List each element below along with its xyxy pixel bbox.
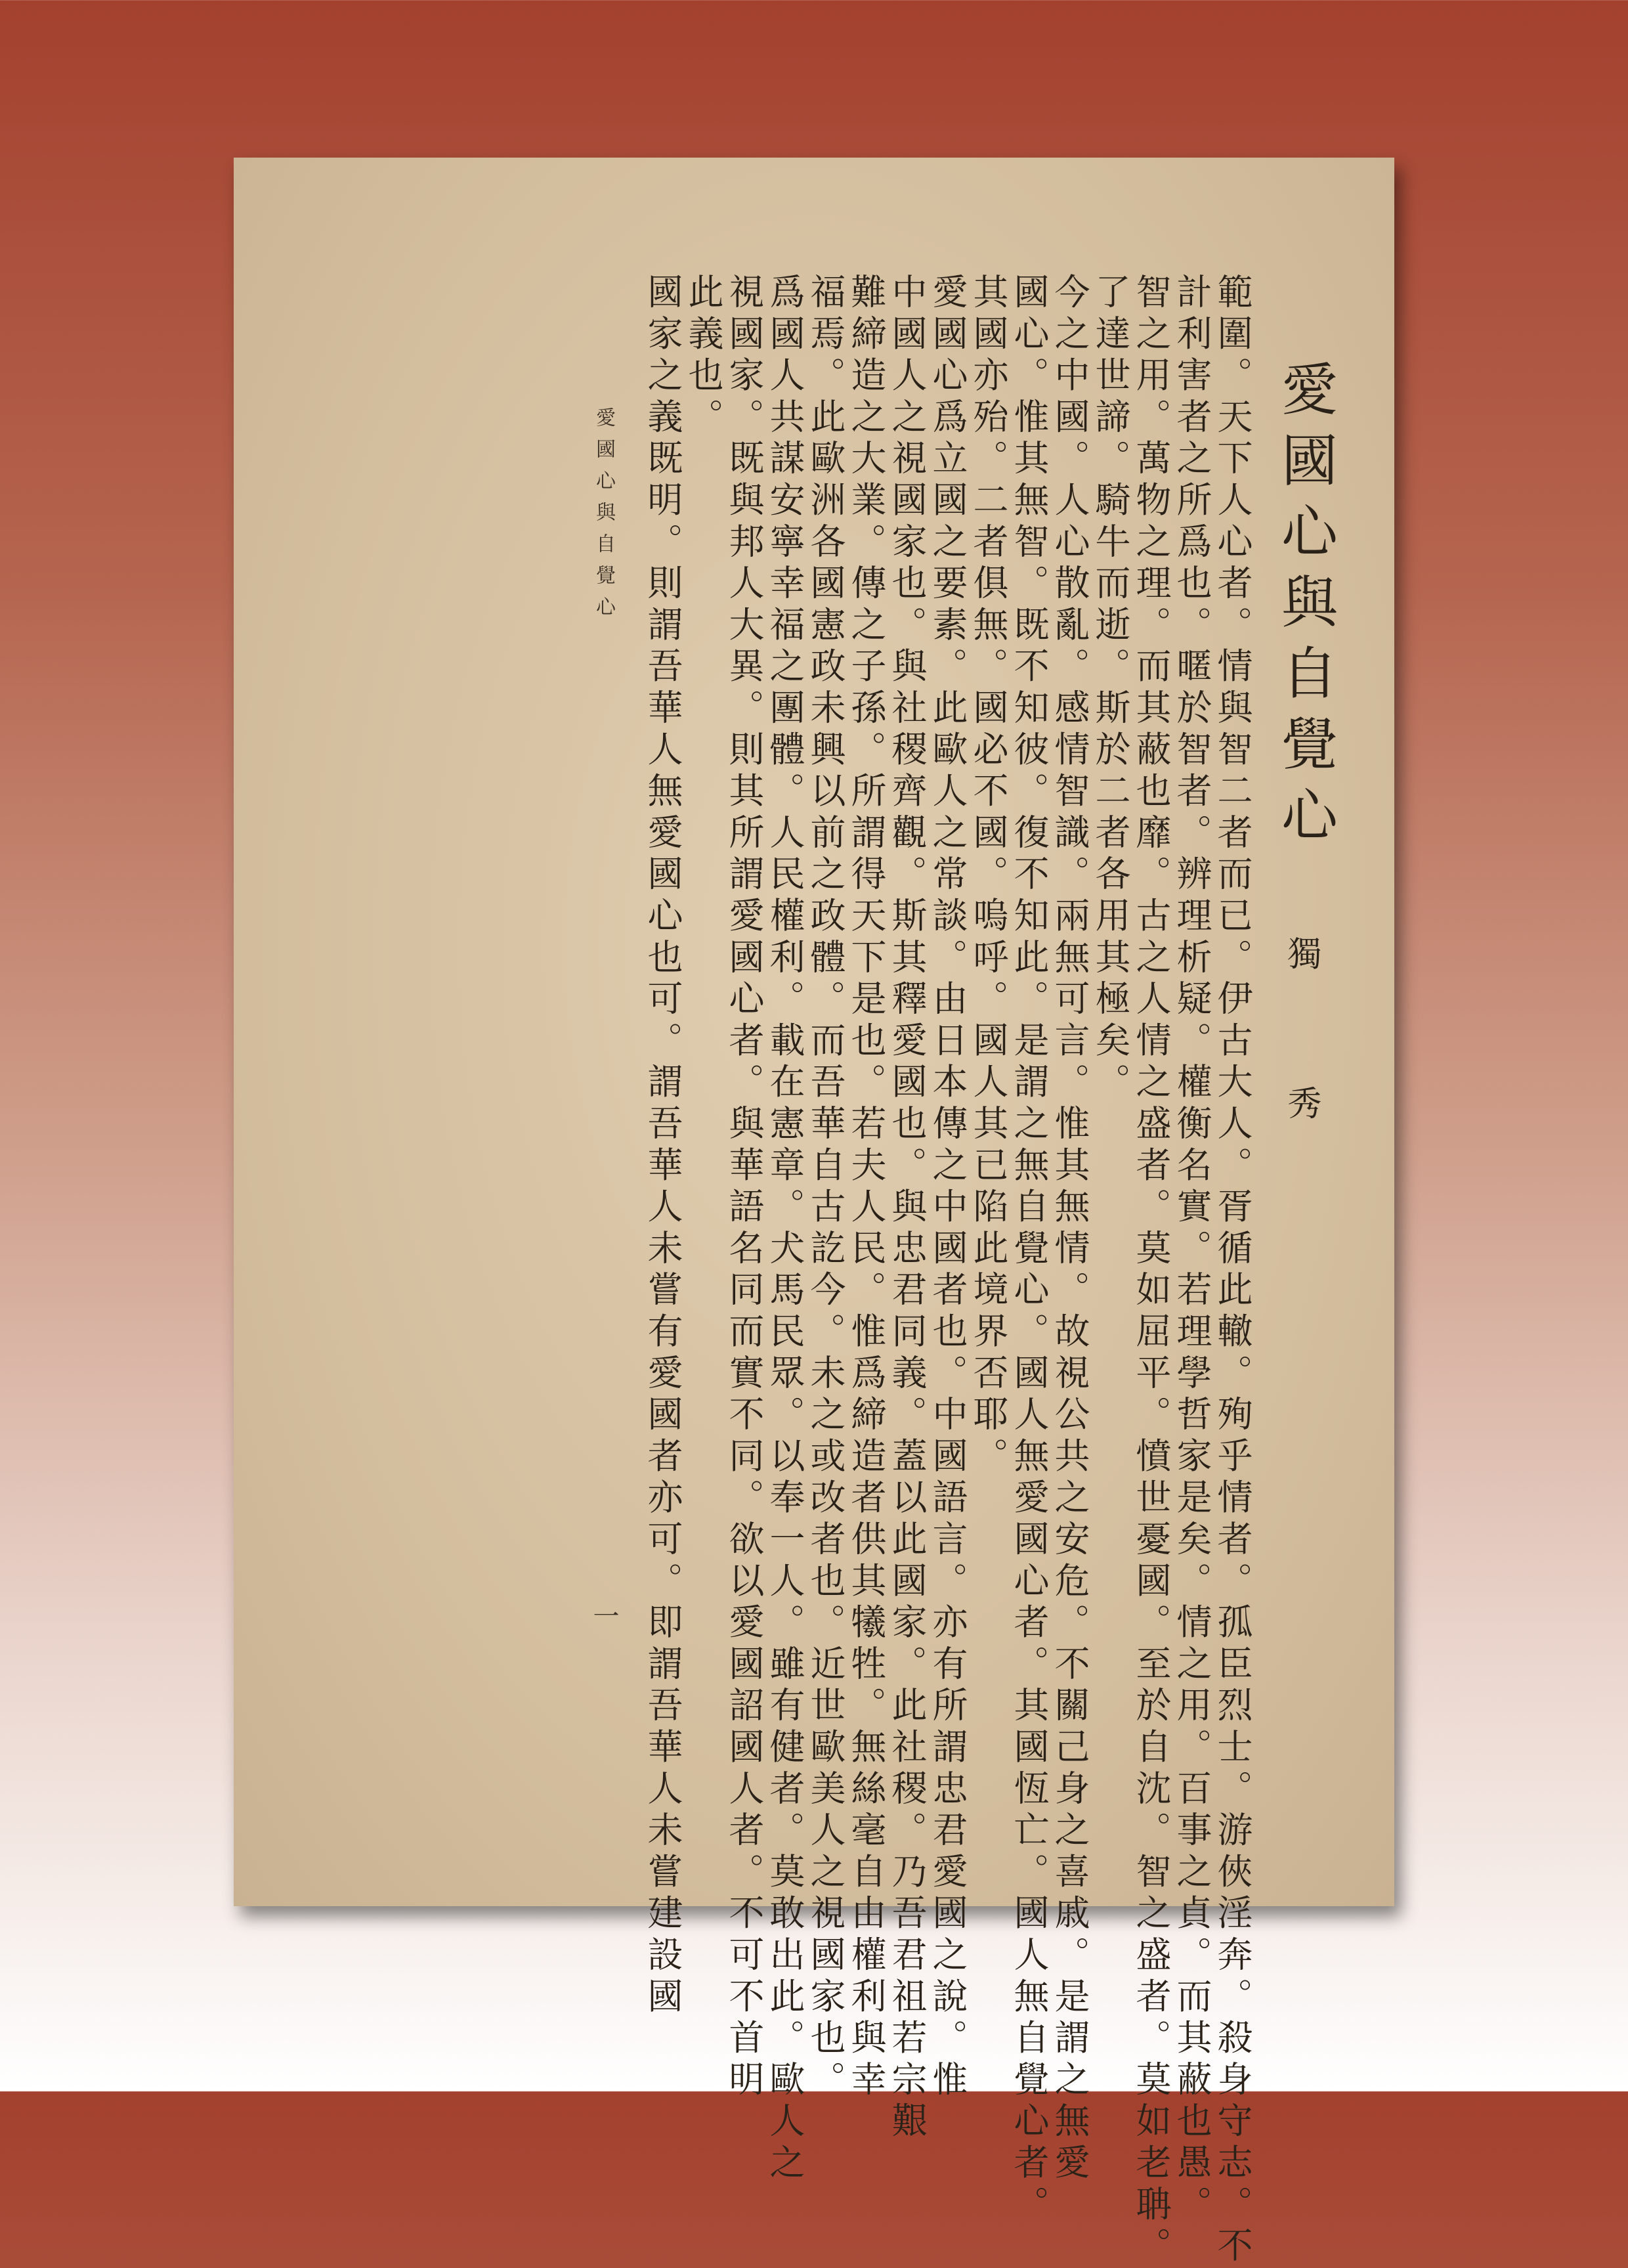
- document-page: [234, 158, 1394, 2268]
- text-column: 國心。惟其無智。既不知彼。復不知此。是謂之無自覺心。國人無愛國心者。其國恆亡。國人無自覺心者。: [1008, 273, 1050, 2227]
- text-column: 爲國人共謀安寧幸福之團體。人民權利。載在憲章。犬馬民眾。以奉一人。雖有健者。莫敢出此。歐人之: [764, 273, 805, 2185]
- text-column: 福焉。此歐洲各國憲政未興以前之政體。而吾華自古訖今。未之或改者也。近世歐美人之視國家也。: [805, 273, 846, 2103]
- text-column: 計利害者之所爲也。暱於智者。辨理析疑。權衡名實。若理學哲家是矣。情之用。百事之貞。而其蔽也愚。: [1171, 273, 1212, 2227]
- running-head: 愛國心與自覺心: [592, 407, 615, 628]
- text-column: 今之中國。人心散亂。感情智識。兩無可言。惟其無情。故視公共之安危。不關己身之喜戚。是謂之無愛: [1049, 273, 1090, 2185]
- text-column: 中國人之視國家也。與社稷齊觀。斯其釋愛國也。與忠君同義。蓋以此國家。此社稷。乃吾君祖若宗艱: [886, 273, 928, 2144]
- page-number: 一: [589, 1602, 619, 1628]
- article-title: 愛國心與自覺心: [1272, 360, 1337, 856]
- text-column: 視國家。既與邦人大異。則其所謂愛國心者。與華語名同而實不同。欲以愛國詔國人者。不可不首明: [723, 273, 765, 2103]
- text-column: 其國亦殆。二者俱無。國必不國。嗚呼。國人其已陷此境界否耶。: [968, 273, 1009, 1479]
- text-column: 範圍。天下人心者。情與智二者而已。伊古大人。胥循此轍。殉乎情者。孤臣烈士。游俠淫奔。殺身守志。不: [1212, 273, 1253, 2268]
- text-column: 了達世諦。騎牛而逝。斯於二者各用其極矣。: [1090, 273, 1131, 1104]
- text-column: 智之用。萬物之理。而其蔽也靡。古之人情之盛者。莫如屈平。憤世憂國。至於自沈。智之盛者。莫如老聃。: [1130, 273, 1172, 2268]
- author-name: 獨 秀: [1281, 936, 1321, 1160]
- text-column: 國家之義既明。則謂吾華人無愛國心也可。謂吾華人未嘗有愛國者亦可。即謂吾華人未嘗建設國: [642, 273, 683, 2019]
- text-column: 此義也。: [683, 273, 724, 440]
- text-column: 難締造之大業。傳之子孫。所謂得天下是也。若夫人民。惟爲締造者供其犧牲。無絲毫自由權利與幸: [846, 273, 887, 2103]
- text-column: 愛國心爲立國之要素。此歐人之常談。由日本傳之中國者也。中國語言。亦有所謂忠君愛國之說。惟: [927, 273, 968, 2103]
